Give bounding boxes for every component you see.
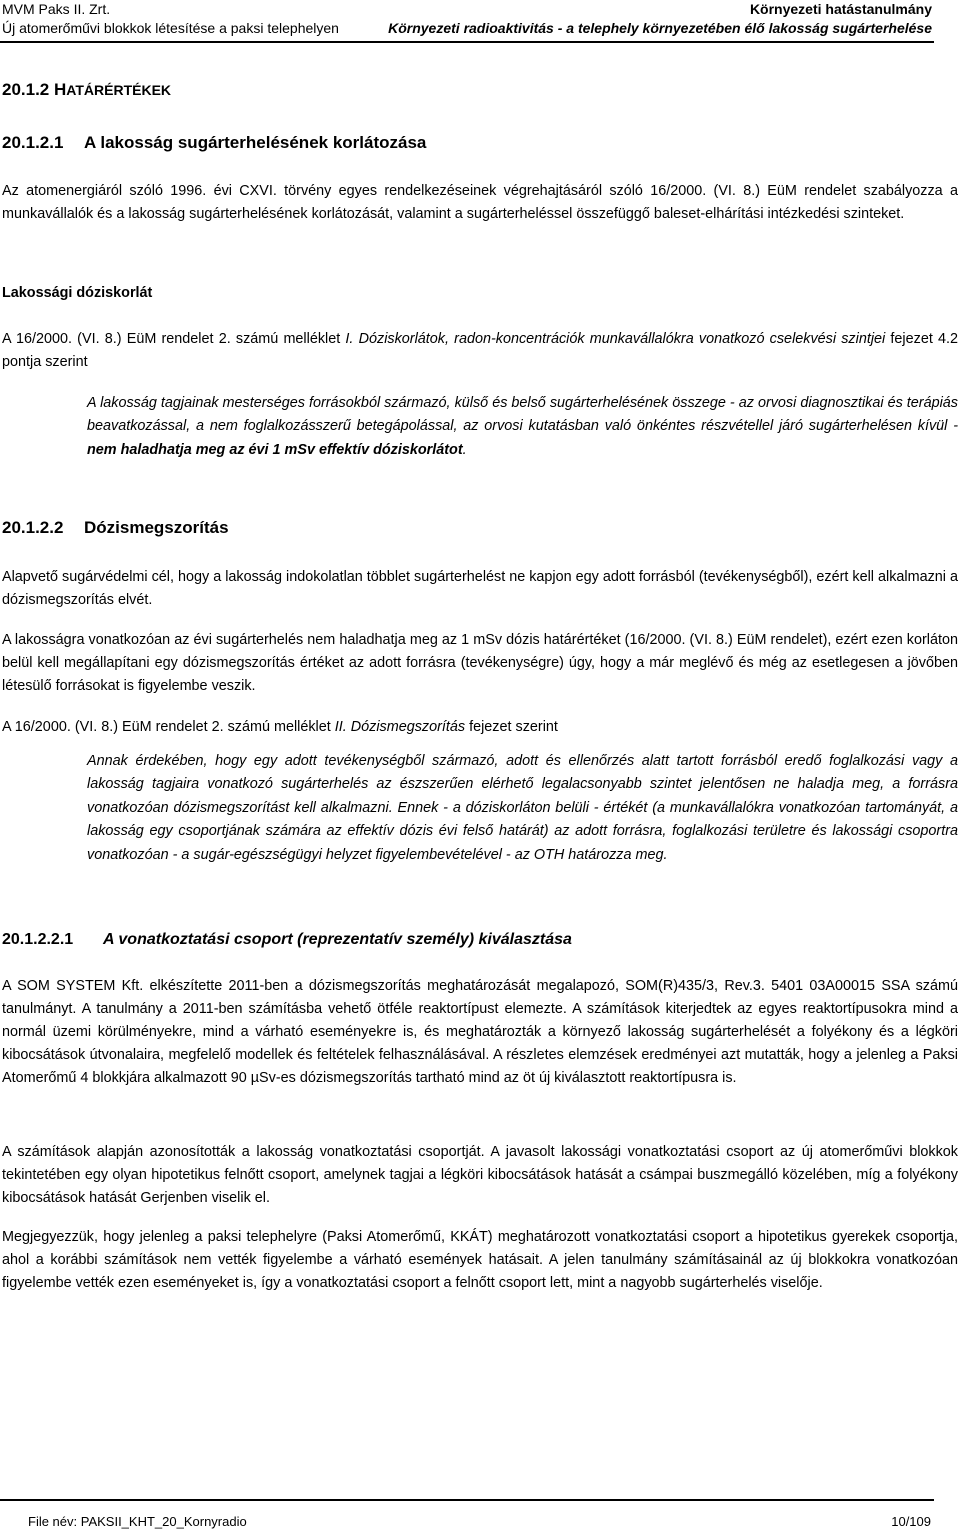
header-project: Új atomerőművi blokkok létesítése a paksi telephelyen — [2, 20, 339, 36]
section-title-rest: ATÁRÉRTÉKEK — [66, 82, 172, 98]
subsection-heading-3 — [2, 929, 572, 951]
quote-dose-constraint: Annak érdekében, hogy egy adott tevékenységből származó, adott és ellenőrzés alatt tartott forrásból eredő foglalkozási vagy a lakosság tagjaira vonatkozó sugárterhelés az észszerűen elérhető legalacsonyabb szintet jelentősen ne haladja meg, a forrásra vonatkozóan dózismegszorítást kell alkalmazni. Ennek - a dóziskorláton belüli - értékét (a munkavállalókra vonatkozóan tartományát, a lakosság egy csoportjának számára az effektív dózis évi felső határát) az adott forrásra, foglalkozási területre és lakossági csoportra vonatkozóan - a sugár-egészségügyi helyzet figyelembevételével - az OTH határozza meg. — [87, 753, 958, 863]
header-chapter: Környezeti radioaktivitás - a telephely környezetében élő lakosság sugárterhelése — [388, 20, 932, 36]
subsection-heading-2 — [2, 517, 229, 539]
footer-page-number: 10/109 — [891, 1514, 931, 1529]
paragraph-intro: Az atomenergiáról szóló 1996. évi CXVI. törvény egyes rendelkezéseinek végrehajtásáról szóló 16/2000. (VI. 8.) EüM rendelet szabályozza a munkavállalók és a lakosság sugárterhelésének korlátozását, valamint a sugárterheléssel összefüggő baleset-elhárítási intézkedési szinteket. — [2, 183, 958, 222]
ref-text-end: fejezet 4.2 pontja szerint — [2, 331, 959, 370]
paragraph-principle: Alapvető sugárvédelmi cél, hogy a lakosság indokolatlan többlet sugárterhelést ne kapjon egy adott forrásból (tevékenységből), ezért kell alkalmazni a dózismegszorítás elvét. — [2, 569, 958, 608]
subsection-heading-1 — [2, 132, 426, 154]
section-number: 20.1.2 — [2, 80, 50, 99]
header-divider — [0, 41, 934, 43]
subheading-dose-limit: Lakossági dóziskorlát — [2, 285, 153, 301]
subsection-number: 20.1.2.1 — [2, 133, 64, 152]
subsection-title: A lakosság sugárterhelésének korlátozása — [84, 133, 427, 152]
ref-text: A 16/2000. (VI. 8.) EüM rendelet 2. számú melléklet — [2, 331, 346, 347]
ref-text: A 16/2000. (VI. 8.) EüM rendelet 2. számú melléklet — [2, 719, 335, 735]
section-title-initial: H — [54, 80, 67, 99]
subsection-number: 20.1.2.2 — [2, 518, 64, 537]
paragraph-limit: A lakosságra vonatkozóan az évi sugárterhelés nem haladhatja meg az 1 mSv dózis határértéket (16/2000. (VI. 8.) EüM rendelet), ezért ezen korláton belül kell megállapítani egy dózismegszorítás értéket az adott forrásra (tevékenységre) úgy, hogy a már meglévő és még az esetlegesen a jövőben létesülő forrásokat is figyelembe veszik. — [2, 632, 958, 694]
footer-divider — [0, 1499, 934, 1501]
quote-end: . — [462, 441, 467, 458]
header-company: MVM Paks II. Zrt. — [2, 1, 111, 17]
paragraph-reference-2 — [2, 716, 958, 739]
paragraph-study: A SOM SYSTEM Kft. elkészítette 2011-ben a dózismegszorítás meghatározását megalapozó, SOM(R)435/3, Rev.3. 5401 03A00015 SSA számú tanulmányt. A tanulmány a 2011-ben számításba vehető ötféle reaktortípust elemezte. A számítások kiterjedtek az egyes reaktortípusokra mind a normál üzemi körülményekre, mind a várható eseményekre is, és meghatározták a környező lakosság sugárterhelését a folyékony és a légköri kibocsátások útvonalaira, megfelelő modellek és feltételek felhasználásával. A részletes elemzések eredményei azt mutatták, hogy a jelenleg a Paksi Atomerőmű 4 blokkjára alkalmazott 90 µSv-es dózismegszorítás tartható mind az öt új kiválasztott reaktortípusra is. — [2, 978, 958, 1086]
quote-dose-limit — [87, 392, 958, 462]
quote-emphasis: nem haladhatja meg az évi 1 mSv effektív dóziskorlátot — [87, 441, 463, 458]
subsection-number: 20.1.2.2.1 — [2, 931, 74, 948]
section-heading — [2, 79, 171, 101]
subsection-title: Dózismegszorítás — [84, 518, 229, 537]
paragraph-reference-1 — [2, 328, 958, 374]
ref-text-end: fejezet szerint — [465, 719, 558, 735]
paragraph-reference-group: A számítások alapján azonosították a lakosság vonatkoztatási csoportját. A javasolt lakossági vonatkoztatási csoport az új atomerőművi blokkok tekintetében egy olyan hipotetikus felnőtt csoport, amelynek tagjai a légköri kibocsátások hatását a csámpai buszmegálló közelében, míg a folyékony kibocsátások hatását Gerjenben viselik el. — [2, 1144, 958, 1206]
subsection-title: A vonatkoztatási csoport (reprezentatív személy) kiválasztása — [103, 931, 572, 948]
ref-title: II. Dózismegszorítás — [334, 719, 466, 735]
ref-title: I. Dóziskorlátok, radon-koncentrációk munkavállalókra vonatkozó cselekvési szintjei — [345, 331, 886, 347]
quote-text: A lakosság tagjainak mesterséges forrásokból származó, külső és belső sugárterhelésének összege - az orvosi diagnosztikai és terápiás beavatkozással, a nem foglalkozásszerű betegápolással, az orvosi kutatásban való önkéntes részvétellel járó sugárterhelésen kívül - — [87, 395, 958, 435]
header-doc-type: Környezeti hatástanulmány — [749, 1, 932, 17]
paragraph-note: Megjegyezzük, hogy jelenleg a paksi telephelyre (Paksi Atomerőmű, KKÁT) meghatározott vonatkoztatási csoport a hipotetikus gyerekek csoportja, ahol a korábbi számítások nem vették figyelembe a várható események hatásait. A jelen tanulmány számításainál az új blokkokra vonatkozóan figyelembe vették ezen eseményeket is, így a vonatkoztatási csoport a felnőtt csoport lett, mint a nagyobb sugárterhelés viselője. — [2, 1229, 958, 1291]
footer-file-name: File név: PAKSII_KHT_20_Kornyradio — [28, 1514, 247, 1529]
